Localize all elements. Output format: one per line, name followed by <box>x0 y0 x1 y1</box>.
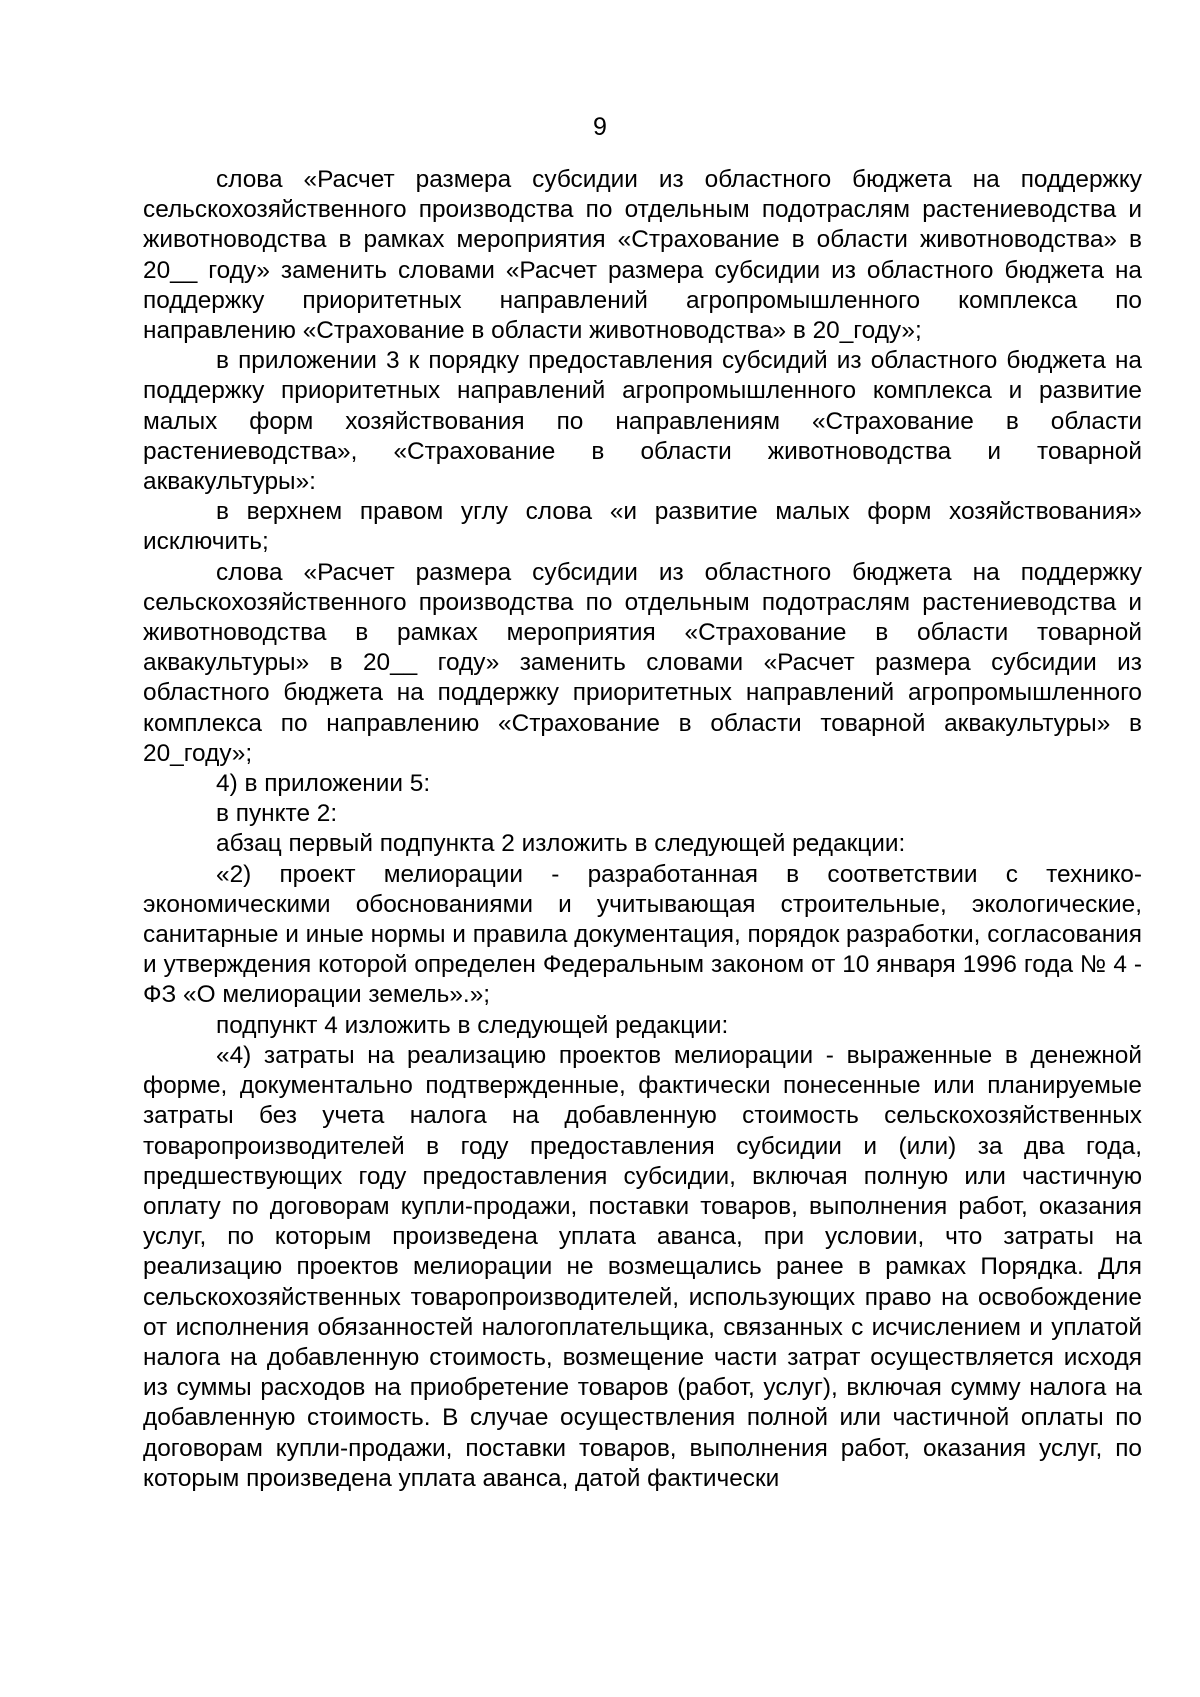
paragraph-appendix-3: в приложении 3 к порядку предоставления субсидий из областного бюджета на поддержку приоритетных направлений агропромышленного комплекса и развитие малых форм хозяйствования по направлениям «Страхование в области растениеводства», «Страхование в области животноводства и товарной аквакультуры»: <box>143 347 1142 496</box>
paragraph-appendix-5: 4) в приложении 5: <box>216 770 431 798</box>
paragraph-upper-right-corner: в верхнем правом углу слова «и развитие малых форм хозяйствования» исключить; <box>143 498 1142 556</box>
paragraph-subpoint-4-text: «4) затраты на реализацию проектов мелиорации - выраженные в денежной форме, документально подтвержденные, фактически понесенные или планируемые затраты без учета налога на добавленную стоимость сельскохозяйственных товаропроизводителей в году предоставления субсидии и (или) за два года, предшествующих году предоставления субсидии, включая полную или частичную оплату по договорам купли-продажи, поставки товаров, выполнения работ, оказания услуг, по которым произведена уплата аванса, при условии, что затраты на реализацию проектов мелиорации не возмещались ранее в рамках Порядка. Для сельскохозяйственных товаропроизводителей, использующих право на освобождение от исполнения обязанностей налогоплательщика, связанных с исчислением и уплатой налога на добавленную стоимость, возмещение части затрат осуществляется исходя из суммы расходов на приобретение товаров (работ, услуг), включая сумму налога на добавленную стоимость. В случае осуществления полной или частичной оплаты по договорам купли-продажи, поставки товаров, выполнения работ, оказания услуг, по которым произведена уплата аванса, датой фактически <box>143 1041 1142 1492</box>
paragraph-replace-aquaculture-title: слова «Расчет размера субсидии из областного бюджета на поддержку сельскохозяйственного производства по отдельным подотраслям растениеводства и животноводства в рамках мероприятия «Страхование в области товарной аквакультуры» в 20__ году» заменить словами «Расчет размера субсидии из областного бюджета на поддержку приоритетных направлений агропромышленного комплекса по направлению «Страхование в области товарной аквакультуры» в 20_году»; <box>143 558 1142 767</box>
paragraph-subpoint-2-intro: абзац первый подпункта 2 изложить в следующей редакции: <box>216 830 906 858</box>
paragraph-replace-livestock-title: слова «Расчет размера субсидии из областного бюджета на поддержку сельскохозяйственного производства по отдельным подотраслям растениеводства и животноводства в рамках мероприятия «Страхование в области животноводства» в 20__ году» заменить словами «Расчет размера субсидии из областного бюджета на поддержку приоритетных направлений агропромышленного комплекса по направлению «Страхование в области животноводства» в 20_году»; <box>143 166 1142 345</box>
page-number: 9 <box>593 113 607 141</box>
paragraph-point-2: в пункте 2: <box>216 800 338 828</box>
paragraph-subpoint-2-text: «2) проект мелиорации - разработанная в соответствии с технико-экономическими обоснованиями и учитывающая строительные, экологические, санитарные и иные нормы и правила документация, порядок разработки, согласования и утверждения которой определен Федеральным законом от 10 января 1996 года № 4 - ФЗ «О мелиорации земель».»; <box>143 860 1142 1009</box>
document-body <box>143 165 1142 1494</box>
paragraph-subpoint-4-intro: подпункт 4 изложить в следующей редакции: <box>216 1011 729 1039</box>
